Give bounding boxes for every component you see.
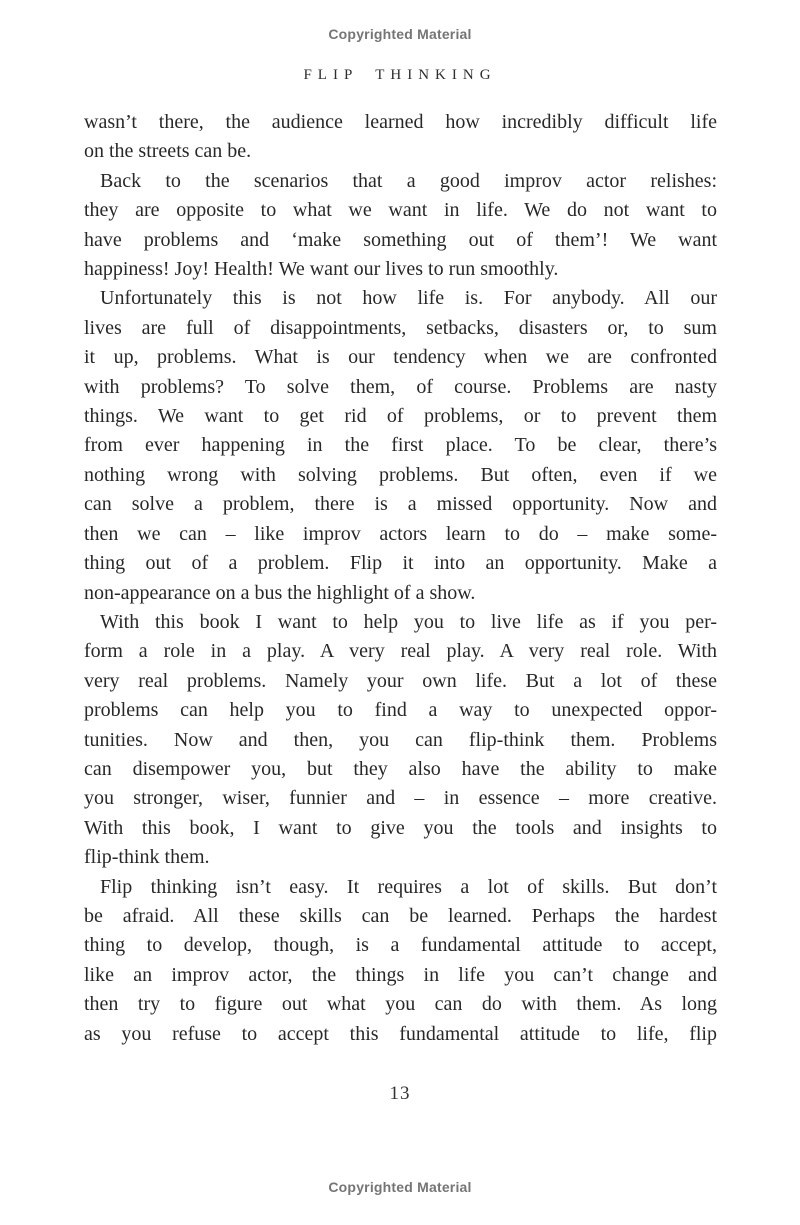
paragraph: [84, 108, 717, 167]
text-line: then we can – like improv actors learn to do – make some-: [84, 522, 717, 545]
paragraph: [84, 167, 717, 285]
text-line: form a role in a play. A very real play. A very real role. With: [84, 640, 717, 663]
text-line: non-appearance on a bus the highlight of a show.: [84, 581, 476, 604]
text-line: flip-think them.: [84, 846, 210, 869]
paragraph: [84, 608, 717, 873]
text-line: tunities. Now and then, you can flip-think them. Problems: [84, 728, 717, 751]
text-line: With this book I want to help you to live life as if you per-: [100, 610, 717, 633]
text-line: nothing wrong with solving problems. But often, even if we: [84, 463, 717, 486]
paragraph: [84, 284, 717, 607]
running-header-title: FLIP THINKING: [303, 67, 497, 83]
text-line: with problems? To solve them, of course. Problems are nasty: [84, 375, 717, 398]
text-line: Flip thinking isn’t easy. It requires a lot of skills. But don’t: [100, 875, 717, 898]
text-line: happiness! Joy! Health! We want our lives to run smoothly.: [84, 258, 559, 281]
text-line: very real problems. Namely your own life. But a lot of these: [84, 669, 717, 692]
text-line: thing out of a problem. Flip it into an opportunity. Make a: [84, 552, 717, 575]
text-line: have problems and ‘make something out of them’! We want: [84, 228, 717, 251]
text-line: on the streets can be.: [84, 140, 252, 163]
text-line: problems can help you to find a way to unexpected oppor-: [84, 699, 717, 722]
text-line: you stronger, wiser, funnier and – in essence – more creative.: [84, 787, 717, 810]
text-line: lives are full of disappointments, setbacks, disasters or, to sum: [84, 316, 717, 339]
paragraph: [84, 873, 717, 1049]
text-line: Back to the scenarios that a good improv actor relishes:: [100, 169, 717, 192]
text-line: wasn’t there, the audience learned how incredibly difficult life: [84, 111, 717, 133]
copyright-notice-bottom: Copyrighted Material: [328, 1179, 472, 1195]
copyright-notice-top: Copyrighted Material: [328, 26, 472, 42]
text-line: then try to figure out what you can do with them. As long: [84, 993, 717, 1016]
body-text: [84, 108, 717, 1049]
text-line: from ever happening in the first place. To be clear, there’s: [84, 434, 717, 457]
text-line: like an improv actor, the things in life you can’t change and: [84, 963, 717, 986]
text-line: things. We want to get rid of problems, or to prevent them: [84, 405, 717, 428]
text-line: it up, problems. What is our tendency when we are confronted: [84, 346, 717, 369]
text-line: as you refuse to accept this fundamental attitude to life, flip: [84, 1022, 717, 1045]
text-line: can solve a problem, there is a missed opportunity. Now and: [84, 493, 717, 516]
text-line: can disempower you, but they also have the ability to make: [84, 757, 717, 780]
text-line: be afraid. All these skills can be learned. Perhaps the hardest: [84, 904, 717, 927]
text-line: they are opposite to what we want in life. We do not want to: [84, 199, 717, 222]
text-line: thing to develop, though, is a fundamental attitude to accept,: [84, 934, 717, 957]
text-line: With this book, I want to give you the tools and insights to: [84, 816, 717, 839]
page-number: 13: [389, 1083, 411, 1104]
text-line: Unfortunately this is not how life is. For anybody. All our: [100, 287, 717, 310]
